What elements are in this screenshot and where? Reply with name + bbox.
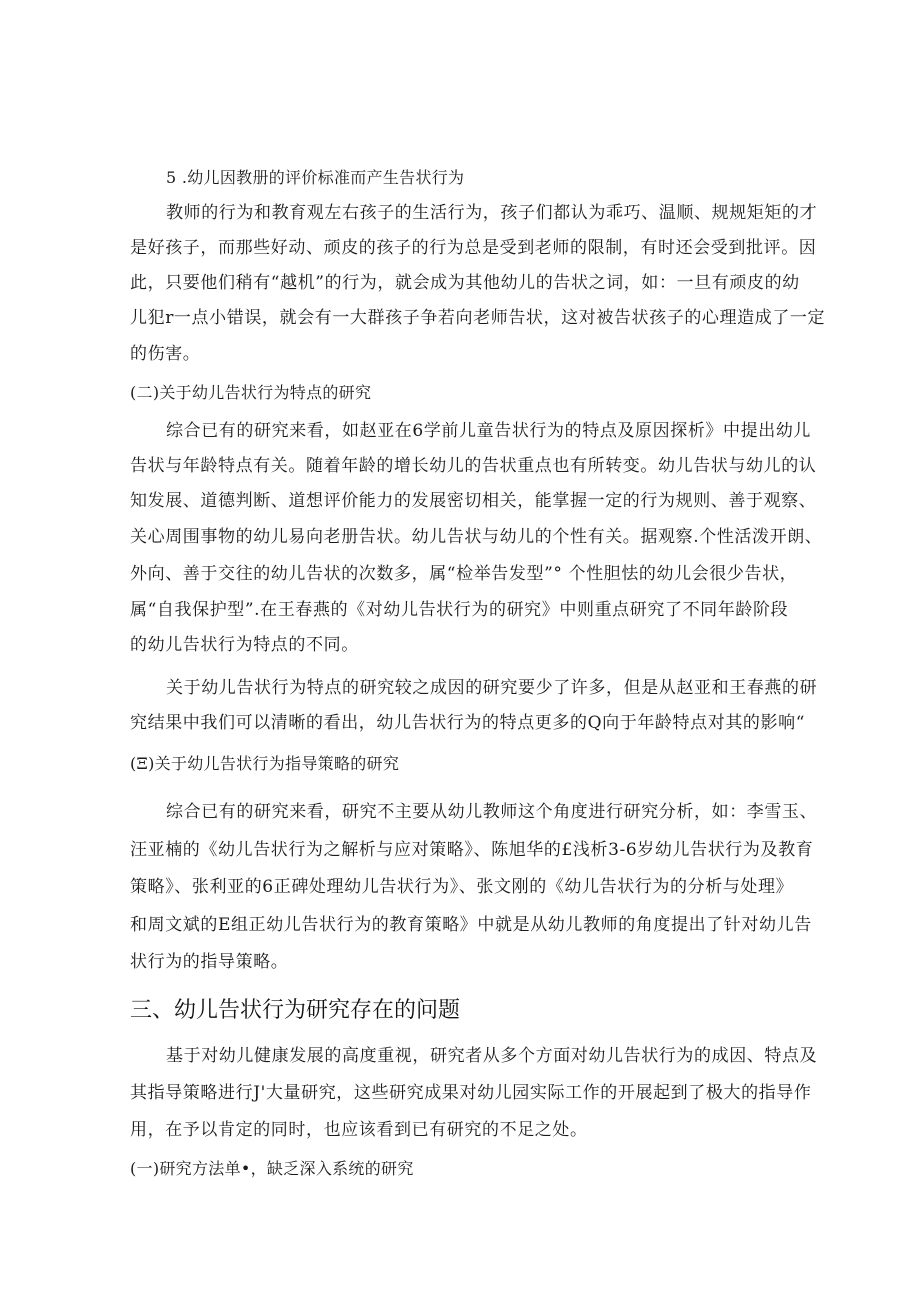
paragraph-line: 用，在予以肯定的同时，也应该看到已有研究的不足之处。 (130, 1120, 588, 1140)
section-2-heading: (二)关于幼儿告状行为特点的研究 (130, 383, 372, 402)
paragraph-line: 其指导策略进行J'大量研究，这些研究成果对幼儿园实际工作的开展起到了极大的指导作 (130, 1083, 812, 1103)
paragraph-line: 关心周围事物的幼儿易向老册告状。幼儿告状与幼儿的个性有关。据观察.个性活泼开朗、 (130, 527, 823, 547)
section-3-heading: (Ξ)关于幼儿告状行为指导策略的研究 (130, 754, 400, 773)
paragraph-line: 策略》、张利亚的6正碑处理幼儿告状行为》、张文刚的《幼儿告状行为的分析与处理》 (130, 877, 794, 897)
paragraph-line: 和周文斌的E组正幼儿告状行为的教育策略》中就是从幼儿教师的角度提出了针对幼儿告 (130, 915, 812, 935)
paragraph-line: 属“自我保护型”.在王春燕的《对幼儿告状行为的研究》中则重点研究了不同年龄阶段 (130, 600, 789, 620)
paragraph-line: 的伤害。 (130, 344, 201, 364)
paragraph-line: 是好孩子，而那些好动、顽皮的孩子的行为总是受到老师的限制，有时还会受到批评。因 (130, 238, 817, 258)
paragraph-line: 综合已有的研究来看，如赵亚在6学前儿童告状行为的特点及原因探析》中提出幼儿 (166, 421, 812, 441)
paragraph-line: 综合已有的研究来看，研究不主要从幼儿教师这个角度进行研究分析，如：李雪玉、 (166, 802, 818, 822)
paragraph-line: 告状与年龄特点有关。随着年龄的增长幼儿的告状重点也有所转变。幼儿告状与幼儿的认 (130, 456, 817, 476)
paragraph-line: 基于对幼儿健康发展的高度重视，研究者从多个方面对幼儿告状行为的成因、特点及 (166, 1046, 818, 1066)
paragraph-line: 儿犯r一点小错误，就会有一大群孩子争若向老师告状，这对被告状孩子的心理造成了一定 (130, 308, 826, 328)
paragraph-line: 的幼儿告状行为特点的不同。 (130, 635, 359, 655)
paragraph-line: 教师的行为和教育观左右孩子的生活行为，孩子们都认为乖巧、温顺、规规矩矩的才 (166, 203, 818, 223)
paragraph-line: 究结果中我们可以清晰的看出，幼儿告状行为的特点更多的Q向于年龄特点对其的影响“ (130, 713, 806, 733)
paragraph-line: 汪亚楠的《幼儿告状行为之解析与应对策略》、陈旭华的£浅析3-6岁幼儿告状行为及教育 (130, 840, 814, 860)
paragraph-line: 此，只要他们稍有“越机”的行为，就会成为其他幼儿的告状之词，如：一旦有顽皮的幼 (130, 273, 800, 293)
paragraph-line: 外向、善于交往的幼儿告状的次数多，属“检举告发型”° 个性胆怯的幼儿会很少告状， (130, 564, 798, 584)
paragraph-line: 知发展、道德判断、道想评价能力的发展密切相关，能掌握一定的行为规则、善于观察、 (130, 491, 817, 511)
chapter-3-heading: 三、幼儿告状行为研究存在的问题 (130, 998, 461, 1023)
item-5-heading: 5 .幼儿因教册的评价标准而产生告状行为 (166, 168, 465, 187)
paragraph-line: 关于幼儿告状行为特点的研究较之成因的研究要少了许多，但是从赵亚和王春燕的研 (166, 678, 818, 698)
subsection-1-heading: (一)研究方法单•，缺乏深入系统的研究 (130, 1159, 414, 1178)
paragraph-line: 状行为的指导策略。 (130, 952, 289, 972)
